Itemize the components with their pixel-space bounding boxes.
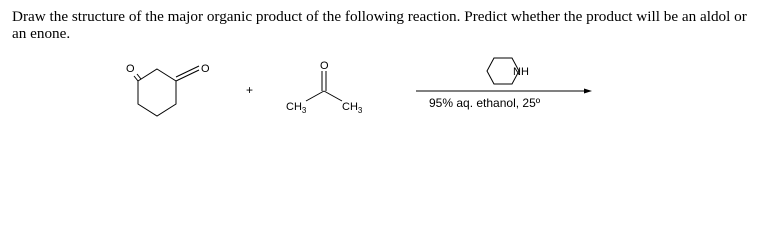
- diketone-left-carbonyl-bond-2: [137, 74, 141, 79]
- acetone-methyl-right: $CH_3$: [342, 101, 363, 115]
- piperidine-structure: [487, 58, 529, 84]
- diketone-oxygen-left: O: [126, 63, 135, 75]
- acetone-methyl-left: $CH_3$: [286, 101, 307, 115]
- reaction-arrow-head: [584, 89, 592, 94]
- acetone-right-bond: [324, 91, 342, 101]
- piperidine-nh: NH: [513, 66, 529, 78]
- question-text: Draw the structure of the major organic product of the following reaction. Predict whether the product will be an aldol or an enone.: [12, 8, 747, 42]
- cyclohexane-1-3-dione-structure: [126, 63, 210, 116]
- plus-sign: +: [246, 83, 254, 97]
- diketone-left-carbonyl-bond: [134, 76, 138, 81]
- diketone-oxygen-right: O: [201, 63, 210, 75]
- acetone-structure: [286, 60, 363, 115]
- reaction-conditions: 95% aq. ethanol, 25º: [429, 96, 541, 110]
- acetone-left-bond: [306, 91, 324, 101]
- acetone-oxygen: O: [320, 60, 329, 72]
- diketone-ring: [138, 69, 176, 116]
